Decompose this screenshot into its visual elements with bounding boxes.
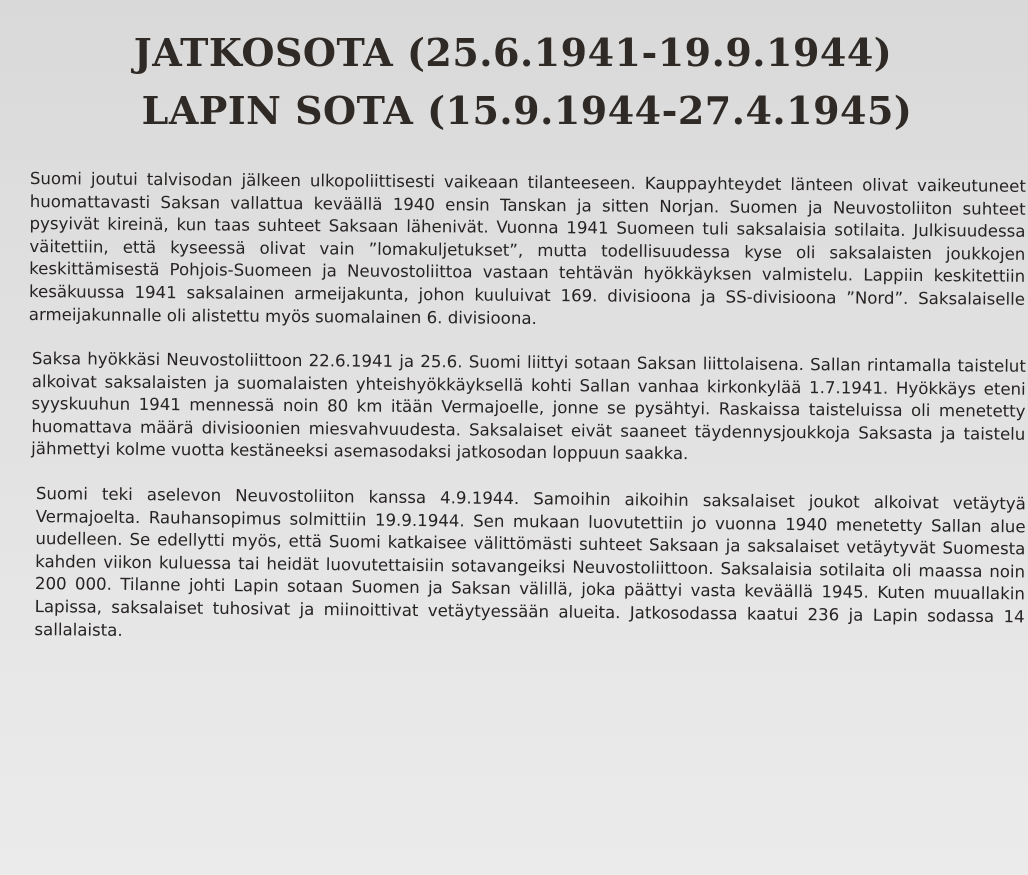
headings (0, 30, 1028, 134)
paragraph-3: Suomi teki aselevon Neuvostoliiton kanssa 4.9.1944. Samoihin aikoihin saksalaiset joukot alkoivat vetäytyä Vermajoelta. Rauhansopimus solmittiin 19.9.1944. Sen mukaan luovutettiin jo vuonna 1940 menetetty Sallan alue uudelleen. Se edellytti myös, että Suomi katkaisee välittömästi suhteet Saksaan ja saksalaiset vetäytyvät Suomesta kahden viikon kuluessa tai heidät luovutettaisiin sotavangeiksi Neuvostoliittoon. Saksalaisia sotilaita oli maassa noin 200 000. Tilanne johti Lapin sotaan Suomen ja Saksan välillä, joka päättyi vasta keväällä 1945. Kuten muuallakin Lapissa, saksalaiset tuhosivat ja miinoittivat vetäytyessään alueita. Jatkosodassa kaatui 236 ja Lapin sodassa 14 sallalaista. (34, 484, 1026, 640)
paragraph-2: Saksa hyökkäsi Neuvostoliittoon 22.6.1941 ja 25.6. Suomi liittyi sotaan Saksan liittolaisena. Sallan rintamalla taistelut alkoivat saksalaisten ja suomalaisten yhteishyökkäyksellä kohti Sallan vanhaa kirkonkylää 1.7.1941. Hyökkäys eteni syyskuuhun 1941 mennessä noin 80 km itään Vermajoelle, jonne se pysähtyi. Raskaissa taisteluissa oli menetetty huomattava määrä divisioonien miesvahvuudesta. Saksalaiset eivät saaneet täydennysjoukkoja Saksasta ja taistelu jähmettyi kolme vuotta kestäneeksi asemasodaksi jatkosodan loppuun saakka. (31, 349, 1026, 464)
title-continuation-war: JATKOSOTA (25.6.1941-19.9.1944) (133, 30, 893, 75)
body-text (30, 168, 1026, 663)
title-lapland-war: LAPIN SOTA (15.9.1944-27.4.1945) (141, 88, 913, 133)
paragraph-1: Suomi joutui talvisodan jälkeen ulkopoliittisesti vaikeaan tilanteeseen. Kauppayhteydet länteen olivat vaikeutuneet huomattavasti Saksan vallattua keväällä 1940 ensin Tanskan ja sitten Norjan. Suomen ja Neuvostoliiton suhteet pysyivät kireinä, kun taas suhteet Saksaan lähenivät. Vuonna 1941 Suomeen tuli saksalaisia sotilaita. Julkisuudessa väitettiin, että kyseessä olivat vain ”lomakuljetukset”, mutta todellisuudessa kyse oli saksalaisten joukkojen keskittämisestä Pohjois-Suomeen ja Neuvostoliittoa vastaan tehtävän hyökkäyksen valmistelu. Lappiin keskitettiin kesäkuussa 1941 saksalainen armeijakunta, johon kuuluivat 169. divisioona ja SS-divisioona ”Nord”. Saksalaiselle armeijakunnalle oli alistettu myös suomalainen 6. divisioona. (28, 168, 1026, 328)
